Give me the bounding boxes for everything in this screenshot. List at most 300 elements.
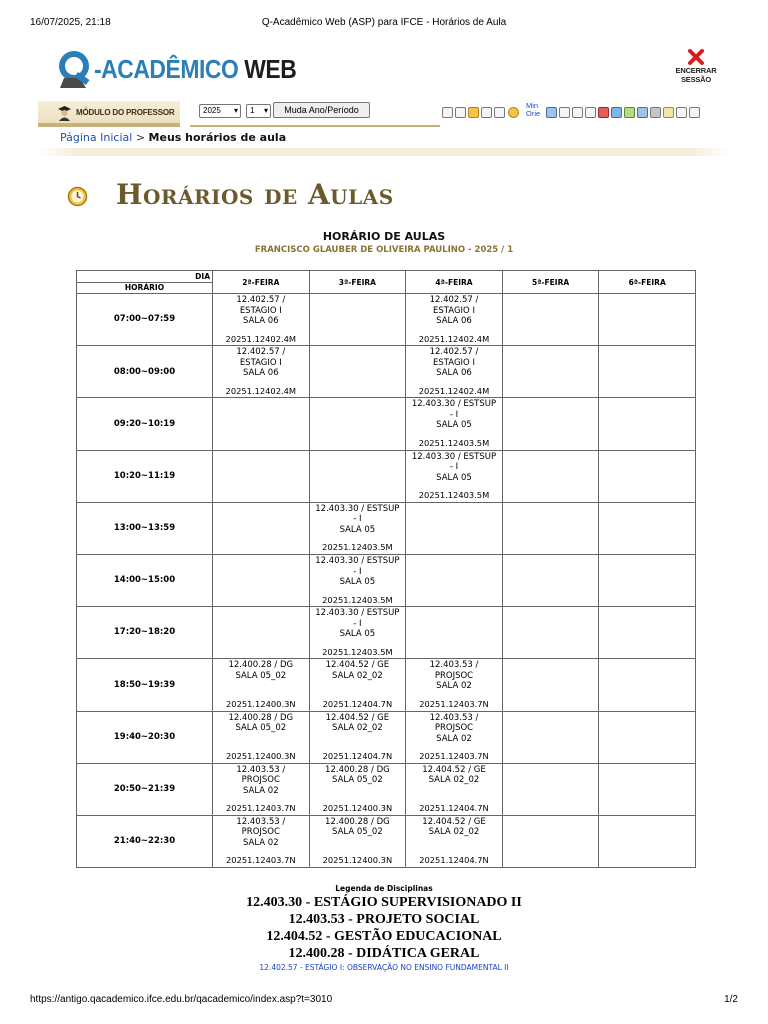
- table-row: [77, 398, 696, 450]
- logo-suffix: WEB: [244, 54, 297, 84]
- print-title: Q-Acadêmico Web (ASP) para IFCE - Horários de Aula: [261, 17, 507, 28]
- class-line: 12.400.28 / DG: [325, 764, 390, 775]
- class-entry: [213, 555, 309, 606]
- class-line: PROJSOC: [434, 723, 474, 734]
- class-code: 20251.12402.4M: [418, 333, 490, 344]
- class-info: [310, 817, 406, 838]
- class-entry: [599, 398, 695, 449]
- document-icon[interactable]: [559, 107, 570, 118]
- class-code: 20251.12403.5M: [322, 542, 393, 553]
- schedule-cell: [406, 607, 503, 659]
- class-line: PROJSOC: [241, 775, 280, 786]
- class-entry: [406, 346, 502, 397]
- toolbar-divider: [190, 125, 440, 127]
- clock-small-icon[interactable]: [508, 107, 519, 118]
- class-entry: [406, 764, 502, 815]
- table-row: [77, 502, 696, 554]
- class-line: 12.403.30 / ESTSUP: [315, 556, 400, 567]
- time-slot: 07:00~07:59: [77, 294, 213, 346]
- class-entry: [310, 712, 406, 763]
- schedule-cell: [213, 763, 310, 815]
- schedule-cell: [309, 398, 406, 450]
- year-select[interactable]: [199, 104, 241, 118]
- class-info: [406, 660, 502, 692]
- class-info: [406, 347, 502, 379]
- class-info: [406, 452, 502, 484]
- min-ori-line-1: Min: [526, 101, 539, 110]
- class-entry: [406, 712, 502, 763]
- schedule-cell: [213, 711, 310, 763]
- time-slot: 21:40~22:30: [77, 815, 213, 867]
- class-info: [406, 399, 502, 431]
- class-entry: [310, 294, 406, 345]
- table-row: [77, 763, 696, 815]
- clock-icon: [67, 186, 88, 207]
- class-code: 20251.12403.5M: [322, 646, 393, 657]
- print-datetime: 16/07/2025, 21:18: [30, 17, 111, 28]
- class-line: ESTAGIO I: [239, 305, 282, 316]
- day-header: 4ª-FEIRA: [406, 271, 503, 294]
- class-line: SALA 05: [339, 629, 376, 640]
- class-entry: [310, 659, 406, 710]
- class-info: [310, 713, 406, 734]
- class-line: 12.403.53 /: [236, 764, 286, 775]
- class-entry: [213, 659, 309, 710]
- class-info: [406, 817, 502, 838]
- period-select-value: 1: [250, 106, 255, 115]
- document-icon[interactable]: [689, 107, 700, 118]
- class-info: [310, 765, 406, 786]
- print-header: [30, 17, 738, 31]
- class-entry: [599, 816, 695, 867]
- class-line: 12.403.53 /: [429, 660, 479, 671]
- class-line: SALA 02: [242, 837, 279, 848]
- class-line: SALA 02_02: [332, 723, 383, 734]
- legend-item: 12.403.30 - ESTÁGIO SUPERVISIONADO II: [246, 895, 522, 910]
- class-info: [213, 713, 309, 734]
- chevron-down-icon: ▾: [263, 106, 268, 115]
- legend-link[interactable]: 12.402.57 - ESTÁGIO I: OBSERVAÇÃO NO ENSINO FUNDAMENTAL II: [259, 963, 509, 972]
- table-row: [77, 659, 696, 711]
- schedule-cell: [502, 607, 599, 659]
- class-code: 20251.12404.7N: [322, 751, 393, 762]
- class-entry: [503, 712, 599, 763]
- schedule-cell: [502, 659, 599, 711]
- schedule-cell: [309, 346, 406, 398]
- class-entry: [406, 555, 502, 606]
- legend-heading: Legenda de Disciplinas: [335, 884, 433, 893]
- schedule-cell: [599, 711, 696, 763]
- class-entry: [503, 294, 599, 345]
- class-line: SALA 02_02: [428, 827, 480, 838]
- schedule-cell: [502, 554, 599, 606]
- class-line: ESTAGIO I: [433, 357, 475, 368]
- module-divider: [38, 125, 180, 127]
- legend-list: [0, 894, 768, 962]
- time-slot: 17:20~18:20: [77, 607, 213, 659]
- lock-icon[interactable]: [468, 107, 479, 118]
- class-line: SALA 05_02: [332, 827, 383, 838]
- logo-prefix: -ACADÊMICO: [94, 54, 239, 84]
- schedule-cell: [213, 815, 310, 867]
- schedule-cell: [406, 398, 503, 450]
- schedule-cell: [213, 607, 310, 659]
- class-line: SALA 06: [436, 368, 472, 379]
- day-header: 3ª-FEIRA: [309, 271, 406, 294]
- class-info: [213, 295, 309, 327]
- schedule-cell: [213, 346, 310, 398]
- class-line: 12.400.28 / DG: [228, 712, 294, 723]
- class-entry: [310, 451, 406, 502]
- class-line: 12.403.53 /: [236, 816, 286, 827]
- class-entry: [213, 607, 309, 658]
- class-line: SALA 06: [436, 316, 472, 327]
- class-entry: [406, 398, 502, 449]
- breadcrumb-separator: >: [135, 131, 146, 144]
- class-info: [310, 608, 406, 640]
- schedule-cell: [502, 711, 599, 763]
- class-entry: [310, 816, 406, 867]
- class-entry: [503, 451, 599, 502]
- schedule-cell: [213, 450, 310, 502]
- class-line: SALA 05_02: [235, 670, 287, 681]
- class-info: [310, 504, 406, 536]
- schedule-cell: [213, 659, 310, 711]
- table-row: [77, 815, 696, 867]
- class-code: 20251.12400.3N: [226, 698, 296, 709]
- schedule-cell: [502, 294, 599, 346]
- class-line: 12.402.57 /: [429, 295, 479, 306]
- class-entry: [406, 294, 502, 345]
- class-code: 20251.12403.7N: [226, 803, 296, 814]
- schedule-cell: [599, 294, 696, 346]
- class-info: [213, 817, 309, 849]
- schedule-cell: [213, 554, 310, 606]
- min-ori-link[interactable]: [526, 102, 540, 118]
- class-entry: [310, 764, 406, 815]
- module-bar: [38, 101, 180, 125]
- day-header: 6ª-FEIRA: [599, 271, 696, 294]
- breadcrumb-current: Meus horários de aula: [148, 131, 287, 144]
- print-page-number: 1/2: [724, 994, 738, 1005]
- period-select[interactable]: [246, 104, 271, 118]
- document-icon[interactable]: [481, 107, 492, 118]
- time-slot: 08:00~09:00: [77, 346, 213, 398]
- schedule-cell: [599, 554, 696, 606]
- class-line: SALA 02: [436, 733, 472, 744]
- class-entry: [599, 712, 695, 763]
- class-entry: [406, 503, 502, 554]
- class-entry: [599, 503, 695, 554]
- logout-label-2: SESSÃO: [680, 75, 712, 84]
- class-entry: [213, 816, 309, 867]
- schedule-cell: [309, 607, 406, 659]
- schedule-cell: [213, 502, 310, 554]
- class-line: SALA 05: [436, 472, 472, 483]
- schedule-cell: [406, 554, 503, 606]
- schedule-cell: [406, 346, 503, 398]
- class-info: [213, 347, 309, 379]
- schedule-cell: [309, 294, 406, 346]
- class-info: [406, 765, 502, 786]
- class-entry: [310, 346, 406, 397]
- breadcrumb-home-link[interactable]: Página Inicial: [60, 131, 133, 144]
- document-icon[interactable]: [676, 107, 687, 118]
- class-code: 20251.12402.4M: [225, 385, 297, 396]
- class-line: SALA 05_02: [235, 723, 287, 734]
- class-entry: [599, 659, 695, 710]
- class-line: 12.403.30 / ESTSUP: [411, 399, 497, 410]
- schedule-cell: [599, 815, 696, 867]
- schedule-cell: [599, 346, 696, 398]
- logout-button[interactable]: [672, 48, 720, 84]
- legend-item: 12.404.52 - GESTÃO EDUCACIONAL: [266, 929, 502, 944]
- document-icon[interactable]: [455, 107, 466, 118]
- logo-text: [94, 54, 296, 85]
- class-entry: [599, 607, 695, 658]
- class-entry: [599, 555, 695, 606]
- schedule-cell: [599, 763, 696, 815]
- schedule-cell: [309, 711, 406, 763]
- class-entry: [213, 764, 309, 815]
- class-line: SALA 02: [436, 681, 472, 692]
- schedule-cell: [599, 450, 696, 502]
- corner-cell: [77, 271, 213, 294]
- schedule-cell: [406, 815, 503, 867]
- chart-icon[interactable]: [624, 107, 635, 118]
- schedule-cell: [406, 711, 503, 763]
- logout-label-1: ENCERRAR: [675, 66, 717, 75]
- class-code: 20251.12402.4M: [225, 333, 297, 344]
- table-row: [77, 294, 696, 346]
- class-info: [310, 556, 406, 588]
- people-icon[interactable]: [637, 107, 648, 118]
- schedule-table: [76, 270, 696, 868]
- class-code: 20251.12400.3N: [322, 855, 393, 866]
- class-line: - I: [449, 462, 459, 473]
- class-code: 20251.12400.3N: [322, 803, 393, 814]
- schedule-cell: [309, 450, 406, 502]
- class-line: 12.403.30 / ESTSUP: [315, 608, 400, 619]
- schedule-cell: [502, 398, 599, 450]
- class-info: [310, 660, 406, 681]
- class-entry: [406, 659, 502, 710]
- class-entry: [599, 346, 695, 397]
- class-line: ESTAGIO I: [239, 357, 282, 368]
- class-entry: [503, 555, 599, 606]
- class-code: 20251.12402.4M: [418, 385, 490, 396]
- schedule-cell: [406, 294, 503, 346]
- class-entry: [599, 451, 695, 502]
- document-icon[interactable]: [585, 107, 596, 118]
- change-period-button[interactable]: Muda Ano/Período: [273, 102, 370, 118]
- corner-day-label: DIA: [195, 272, 210, 281]
- class-line: PROJSOC: [241, 827, 280, 838]
- class-info: [406, 295, 502, 327]
- time-slot: 14:00~15:00: [77, 554, 213, 606]
- class-entry: [503, 503, 599, 554]
- class-entry: [406, 607, 502, 658]
- professor-icon: [56, 104, 73, 121]
- class-entry: [310, 503, 406, 554]
- class-line: 12.402.57 /: [236, 295, 286, 306]
- class-code: 20251.12404.7N: [419, 803, 489, 814]
- time-slot: 20:50~21:39: [77, 763, 213, 815]
- class-code: 20251.12403.5M: [418, 437, 490, 448]
- schedule-cell: [502, 346, 599, 398]
- class-line: - I: [353, 514, 362, 525]
- class-entry: [213, 398, 309, 449]
- schedule-cell: [406, 659, 503, 711]
- schedule-header-row: [77, 271, 696, 294]
- schedule-cell: [502, 763, 599, 815]
- class-code: 20251.12403.5M: [418, 490, 490, 501]
- class-line: SALA 05: [339, 524, 376, 535]
- schedule-title: HORÁRIO DE AULAS: [322, 230, 446, 243]
- class-line: SALA 02_02: [428, 775, 480, 786]
- schedule-cell: [599, 659, 696, 711]
- document-icon[interactable]: [572, 107, 583, 118]
- module-label: MÓDULO DO PROFESSOR: [76, 108, 175, 117]
- class-line: 12.400.28 / DG: [228, 660, 294, 671]
- class-entry: [213, 346, 309, 397]
- time-slot: 09:20~10:19: [77, 398, 213, 450]
- page-title: Horários de Aulas: [116, 178, 394, 211]
- calendar-icon[interactable]: [598, 107, 609, 118]
- class-line: 12.404.52 / GE: [325, 660, 390, 671]
- schedule-cell: [309, 815, 406, 867]
- year-select-value: 2025: [203, 106, 221, 115]
- class-line: SALA 05_02: [332, 775, 383, 786]
- class-entry: [503, 764, 599, 815]
- grid-icon[interactable]: [611, 107, 622, 118]
- class-entry: [310, 398, 406, 449]
- class-entry: [213, 294, 309, 345]
- print-footer: [30, 994, 738, 1008]
- class-line: PROJSOC: [434, 670, 474, 681]
- class-entry: [503, 607, 599, 658]
- schedule-cell: [406, 502, 503, 554]
- class-info: [213, 765, 309, 797]
- schedule-cell: [502, 815, 599, 867]
- class-code: 20251.12403.7N: [419, 751, 489, 762]
- schedule-cell: [309, 554, 406, 606]
- schedule-cell: [309, 502, 406, 554]
- class-line: SALA 05: [339, 577, 376, 588]
- class-entry: [599, 764, 695, 815]
- day-header: 2ª-FEIRA: [213, 271, 310, 294]
- class-entry: [599, 294, 695, 345]
- class-entry: [503, 659, 599, 710]
- class-line: 12.404.52 / GE: [325, 712, 390, 723]
- class-line: 12.404.52 / GE: [422, 816, 486, 827]
- class-entry: [406, 816, 502, 867]
- class-entry: [503, 816, 599, 867]
- table-row: [77, 346, 696, 398]
- chevron-down-icon: ▾: [233, 106, 238, 115]
- class-entry: [310, 607, 406, 658]
- schedule-cell: [406, 763, 503, 815]
- globe-icon[interactable]: [546, 107, 557, 118]
- breadcrumb-rule: [38, 148, 730, 156]
- class-line: 12.404.52 / GE: [422, 764, 486, 775]
- class-code: 20251.12404.7N: [322, 698, 393, 709]
- table-row: [77, 554, 696, 606]
- class-entry: [406, 451, 502, 502]
- class-entry: [213, 451, 309, 502]
- schedule-cell: [502, 450, 599, 502]
- class-info: [406, 713, 502, 745]
- time-slot: 13:00~13:59: [77, 502, 213, 554]
- print-url: https://antigo.qacademico.ifce.edu.br/qacademico/index.asp?t=3010: [30, 994, 333, 1005]
- class-entry: [503, 398, 599, 449]
- qacademico-logo[interactable]: [56, 48, 296, 96]
- class-code: 20251.12403.7N: [226, 855, 296, 866]
- schedule-cell: [309, 763, 406, 815]
- class-entry: [310, 555, 406, 606]
- legend-item: 12.400.28 - DIDÁTICA GERAL: [288, 946, 480, 961]
- q-logo-icon: [56, 48, 96, 90]
- time-slot: 10:20~11:19: [77, 450, 213, 502]
- time-slot: 18:50~19:39: [77, 659, 213, 711]
- schedule-cell: [599, 398, 696, 450]
- legend-item: 12.403.53 - PROJETO SOCIAL: [288, 912, 480, 927]
- class-line: - I: [353, 618, 362, 629]
- class-info: [213, 660, 309, 681]
- book-icon[interactable]: [650, 107, 661, 118]
- document-icon[interactable]: [442, 107, 453, 118]
- document-icon[interactable]: [494, 107, 505, 118]
- schedule-cell: [599, 607, 696, 659]
- class-line: SALA 02_02: [332, 670, 383, 681]
- class-line: 12.402.57 /: [236, 347, 286, 358]
- schedule-cell: [213, 398, 310, 450]
- class-line: - I: [353, 566, 362, 577]
- class-line: SALA 06: [242, 368, 279, 379]
- class-entry: [213, 712, 309, 763]
- class-line: ESTAGIO I: [433, 305, 475, 316]
- close-x-icon: [687, 48, 705, 66]
- table-row: [77, 450, 696, 502]
- report-icon[interactable]: [663, 107, 674, 118]
- class-line: SALA 02: [242, 785, 279, 796]
- schedule-subtitle: FRANCISCO GLAUBER DE OLIVEIRA PAULINO - 2025 / 1: [254, 245, 514, 255]
- class-line: 12.403.30 / ESTSUP: [411, 451, 497, 462]
- corner-time-label: HORÁRIO: [77, 282, 212, 293]
- class-line: 12.403.30 / ESTSUP: [315, 503, 400, 514]
- class-line: - I: [449, 409, 459, 420]
- schedule-cell: [309, 659, 406, 711]
- class-entry: [503, 346, 599, 397]
- class-line: 12.400.28 / DG: [325, 816, 390, 827]
- class-code: 20251.12404.7N: [419, 855, 489, 866]
- class-line: 12.402.57 /: [429, 347, 479, 358]
- schedule-cell: [502, 502, 599, 554]
- class-code: 20251.12400.3N: [226, 751, 296, 762]
- schedule-cell: [406, 450, 503, 502]
- class-line: SALA 05: [436, 420, 472, 431]
- schedule-cell: [213, 294, 310, 346]
- table-row: [77, 607, 696, 659]
- class-entry: [213, 503, 309, 554]
- breadcrumb: [60, 131, 286, 144]
- table-row: [77, 711, 696, 763]
- schedule-cell: [599, 502, 696, 554]
- class-code: 20251.12403.7N: [419, 698, 489, 709]
- class-code: 20251.12403.5M: [322, 594, 393, 605]
- min-ori-line-2: Orie: [526, 109, 541, 118]
- day-header: 5ª-FEIRA: [502, 271, 599, 294]
